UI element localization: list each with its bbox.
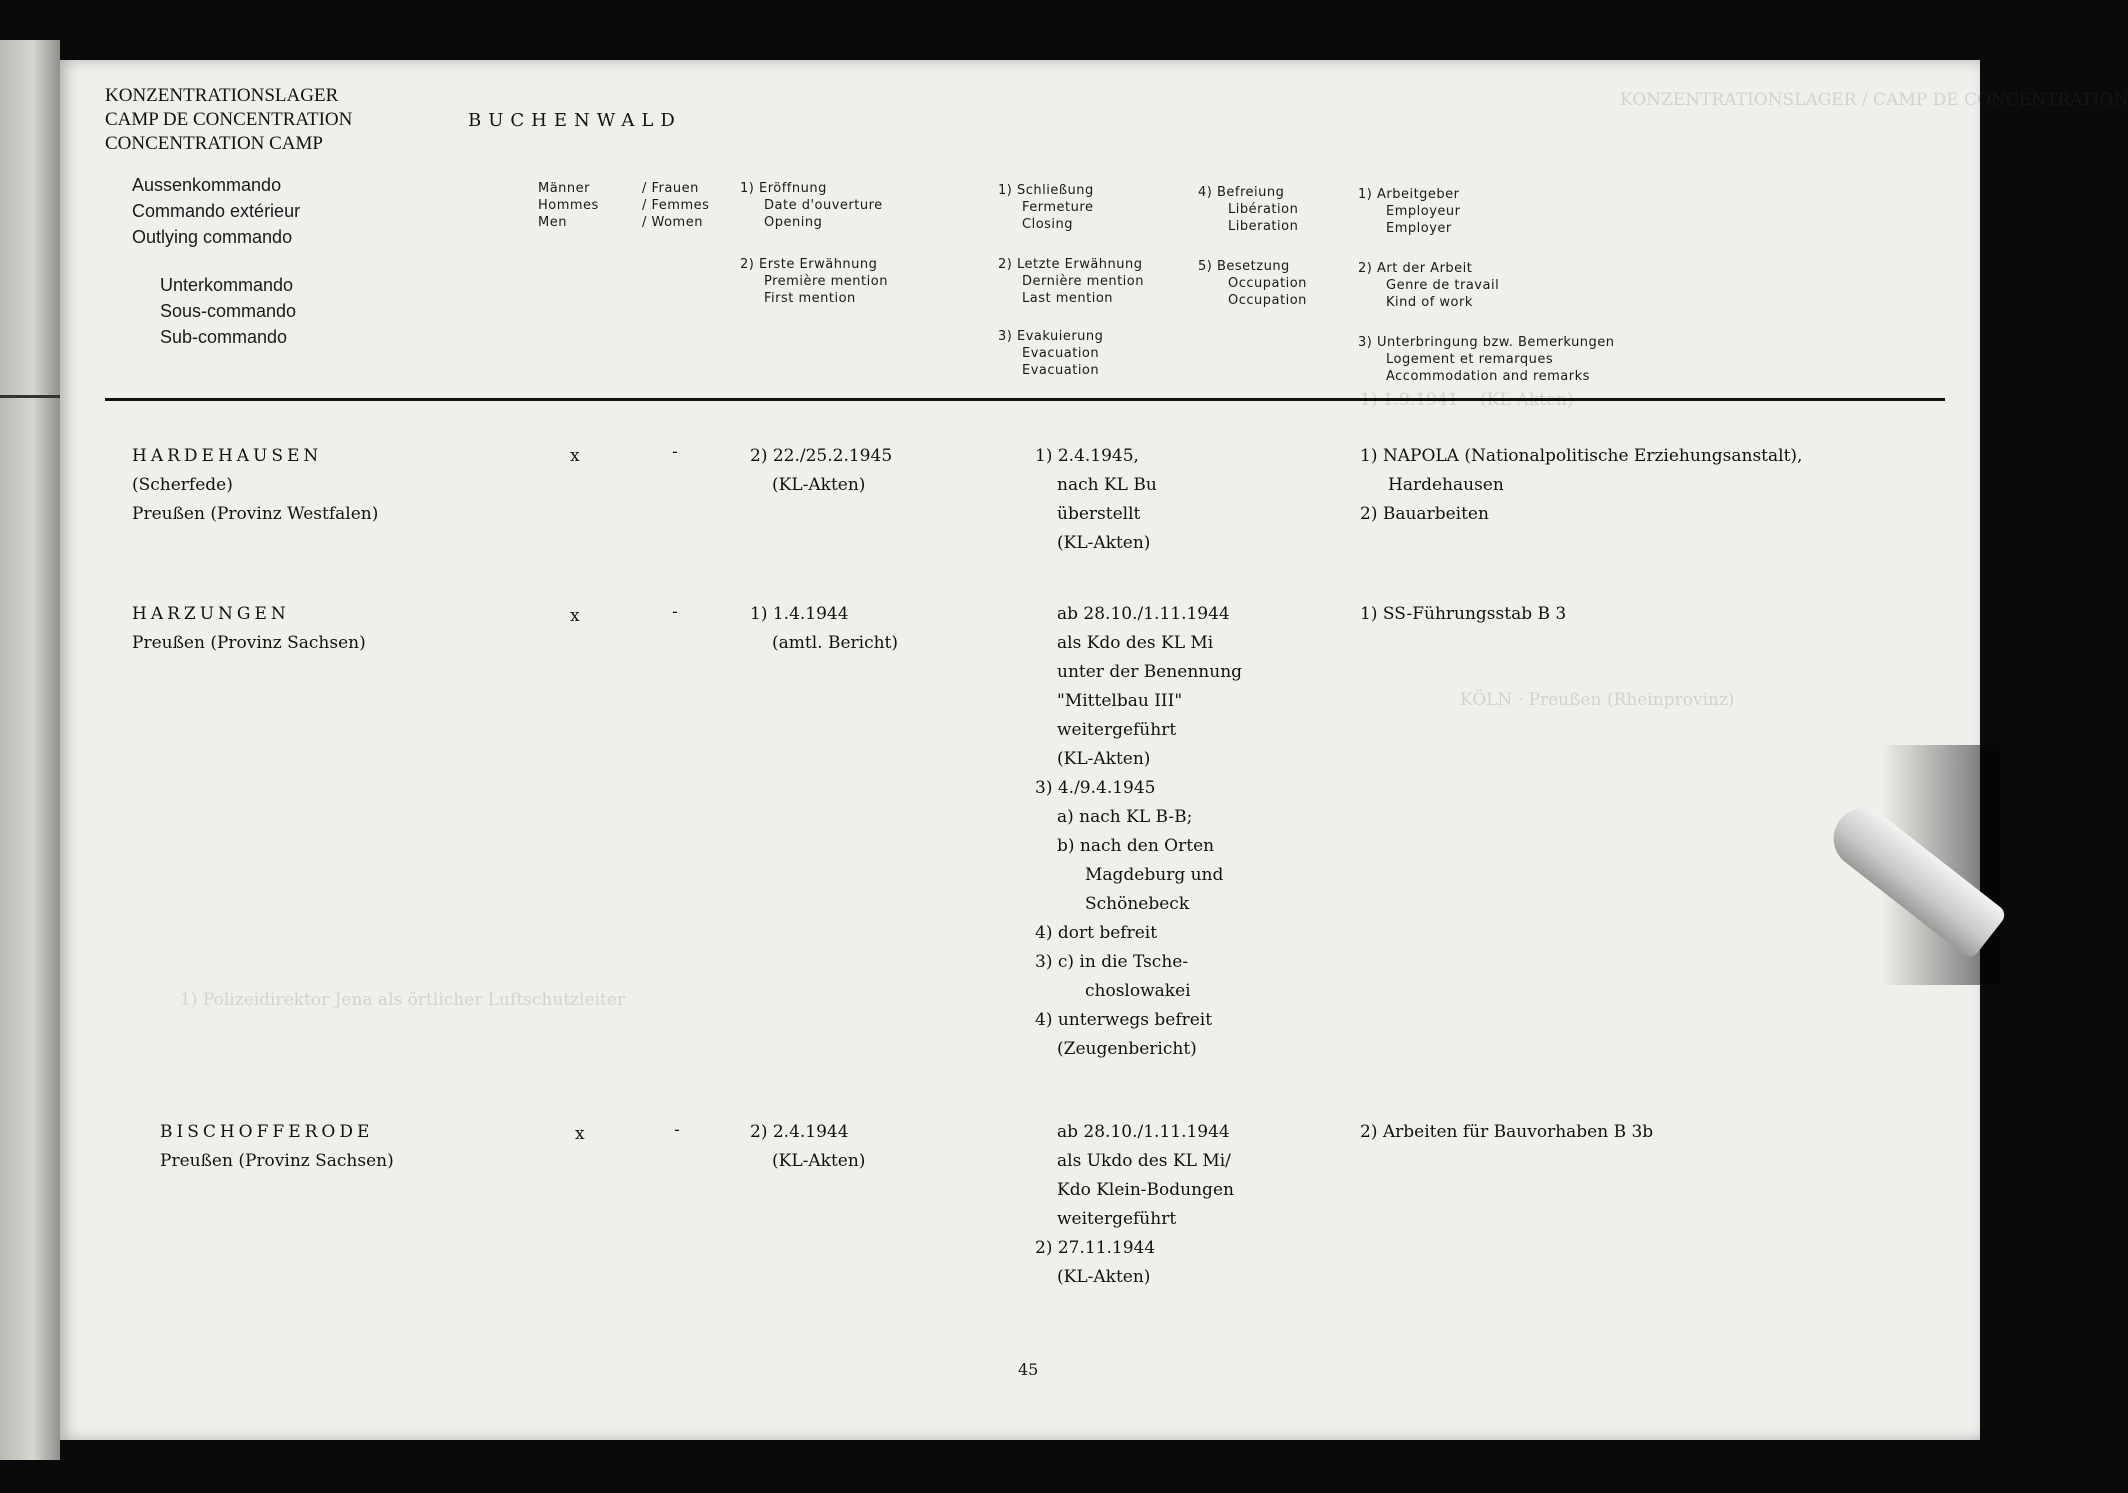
label-line: 2) Letzte Erwähnung <box>998 257 1143 272</box>
closing-line: unter der Benennung <box>1057 662 1243 682</box>
label-line: Outlying commando <box>132 227 293 247</box>
opening-line: (KL-Akten) <box>772 475 866 495</box>
closing-line: (Zeugenbericht) <box>1057 1039 1197 1059</box>
label-line: 3) Evakuierung <box>998 329 1104 344</box>
label-line: Dernière mention <box>1022 274 1144 289</box>
entry-harzungen-remarks <box>1360 600 1566 629</box>
women-mark: - <box>672 602 678 622</box>
location-line: Preußen (Provinz Sachsen) <box>160 1151 394 1171</box>
entry-harzungen-closing <box>1035 600 1242 1064</box>
header-kind-of-work <box>1358 260 1499 311</box>
label-line: Employeur <box>1386 204 1461 219</box>
entry-bischofferode-opening <box>750 1118 865 1176</box>
remark-line: 2) Bauarbeiten <box>1360 504 1489 524</box>
closing-line: (KL-Akten) <box>1057 1267 1151 1287</box>
label-line: Sous-commando <box>160 301 297 321</box>
header-closing <box>998 182 1094 233</box>
label-line: Fermeture <box>1022 200 1094 215</box>
label-line: Occupation <box>1228 276 1307 291</box>
heading-line-de: KONZENTRATIONSLAGER <box>105 85 339 106</box>
men-mark: x <box>570 606 580 626</box>
closing-line: als Kdo des KL Mi <box>1057 633 1214 653</box>
label-line: 1) Arbeitgeber <box>1358 187 1460 202</box>
entry-hardehausen-closing <box>1035 442 1157 558</box>
header-employer <box>1358 186 1460 237</box>
label-line: Sub-commando <box>160 327 288 347</box>
remark-line: 1) NAPOLA (Nationalpolitische Erziehungsanstalt), <box>1360 446 1803 466</box>
opening-line: (amtl. Bericht) <box>772 633 899 653</box>
bleed-through-text: KÖLN · Preußen (Rheinprovinz) <box>1460 690 1735 710</box>
gender-header-left <box>538 180 599 231</box>
header-last-mention <box>998 256 1144 307</box>
bleed-through-text: KONZENTRATIONSLAGER / CAMP DE CONCENTRATION <box>1620 90 2128 110</box>
closing-line: ab 28.10./1.11.1944 <box>1057 1122 1230 1142</box>
entry-hardehausen-opening <box>750 442 892 500</box>
closing-line: als Ukdo des KL Mi/ <box>1057 1151 1231 1171</box>
camp-type-heading <box>105 84 352 156</box>
gender-header-right <box>642 180 709 231</box>
label-line: 2) Art der Arbeit <box>1358 261 1473 276</box>
women-mark: - <box>674 1120 680 1140</box>
closing-line: weitergeführt <box>1057 720 1177 740</box>
label-line: Commando extérieur <box>132 201 301 221</box>
label-line: Employer <box>1386 221 1452 236</box>
label-line: Aussenkommando <box>132 175 282 195</box>
closing-line: Magdeburg und <box>1085 865 1224 885</box>
closing-line: "Mittelbau III" <box>1057 691 1183 711</box>
closing-line: überstellt <box>1057 504 1141 524</box>
header-evacuation <box>998 328 1103 379</box>
label-line: 1) Eröffnung <box>740 181 827 196</box>
closing-line: 1) 2.4.1945, <box>1035 446 1139 466</box>
label-line: First mention <box>764 291 856 306</box>
gutter-rule <box>0 395 60 398</box>
heading-line-fr: CAMP DE CONCENTRATION <box>105 109 353 130</box>
closing-line: 3) 4./9.4.1945 <box>1035 778 1156 798</box>
closing-line: 4) dort befreit <box>1035 923 1158 943</box>
heading-line-en: CONCENTRATION CAMP <box>105 133 323 154</box>
header-divider-rule <box>105 398 1945 401</box>
label-line: Closing <box>1022 217 1074 232</box>
commando-name: BISCHOFFERODE <box>160 1122 374 1142</box>
label-line: Libération <box>1228 202 1299 217</box>
entry-hardehausen-remarks <box>1360 442 1802 529</box>
opening-line: 2) 2.4.1944 <box>750 1122 849 1142</box>
document-page <box>60 60 2128 1440</box>
women-mark: - <box>672 442 678 462</box>
label-line: / Frauen <box>642 181 699 196</box>
closing-line: 3) c) in die Tsche- <box>1035 952 1189 972</box>
label-line: Accommodation and remarks <box>1386 369 1590 384</box>
header-occupation <box>1198 258 1307 309</box>
commando-name: HARZUNGEN <box>132 604 290 624</box>
entry-harzungen-location <box>132 600 366 658</box>
closing-line: (KL-Akten) <box>1057 749 1151 769</box>
page-number: 45 <box>1018 1360 1039 1379</box>
label-line: / Femmes <box>642 198 710 213</box>
men-mark: x <box>570 446 580 466</box>
entry-hardehausen-location <box>132 442 378 529</box>
entry-bischofferode-location <box>160 1118 394 1176</box>
bleed-through-text: 1) Polizeidirektor Jena als örtlicher Luftschutzleiter <box>180 990 626 1010</box>
commando-name: HARDEHAUSEN <box>132 446 323 466</box>
label-line: Hommes <box>538 198 599 213</box>
label-line: Last mention <box>1022 291 1114 306</box>
closing-line: 4) unterwegs befreit <box>1035 1010 1213 1030</box>
label-line: 1) Schließung <box>998 183 1094 198</box>
label-line: Opening <box>764 215 823 230</box>
closing-line: b) nach den Orten <box>1057 836 1215 856</box>
label-line: Evacuation <box>1022 346 1100 361</box>
label-line: 5) Besetzung <box>1198 259 1290 274</box>
closing-line: 2) 27.11.1944 <box>1035 1238 1156 1258</box>
closing-line: ab 28.10./1.11.1944 <box>1057 604 1230 624</box>
label-line: Logement et remarques <box>1386 352 1554 367</box>
label-line: Men <box>538 215 567 230</box>
location-line: Preußen (Provinz Westfalen) <box>132 504 379 524</box>
opening-line: 2) 22./25.2.1945 <box>750 446 893 466</box>
label-line: 2) Erste Erwähnung <box>740 257 878 272</box>
label-line: 3) Unterbringung bzw. Bemerkungen <box>1358 335 1615 350</box>
closing-line: a) nach KL B-B; <box>1057 807 1193 827</box>
location-line: (Scherfede) <box>132 475 233 495</box>
outlying-commando-label <box>132 172 300 250</box>
header-opening <box>740 180 883 231</box>
header-first-mention <box>740 256 888 307</box>
camp-name: BUCHENWALD <box>468 110 682 131</box>
label-line: / Women <box>642 215 703 230</box>
opening-line: (KL-Akten) <box>772 1151 866 1171</box>
label-line: Kind of work <box>1386 295 1473 310</box>
header-liberation <box>1198 184 1298 235</box>
closing-line: weitergeführt <box>1057 1209 1177 1229</box>
label-line: Première mention <box>764 274 888 289</box>
remark-line: Hardehausen <box>1388 475 1504 495</box>
label-line: Liberation <box>1228 219 1299 234</box>
remark-line: 1) SS-Führungsstab B 3 <box>1360 604 1567 624</box>
entry-bischofferode-remarks <box>1360 1118 1653 1147</box>
label-line: Genre de travail <box>1386 278 1500 293</box>
remark-line: 2) Arbeiten für Bauvorhaben B 3b <box>1360 1122 1654 1142</box>
header-accommodation <box>1358 334 1615 385</box>
location-line: Preußen (Provinz Sachsen) <box>132 633 366 653</box>
closing-line: (KL-Akten) <box>1057 533 1151 553</box>
label-line: Unterkommando <box>160 275 294 295</box>
opening-line: 1) 1.4.1944 <box>750 604 849 624</box>
closing-line: Schönebeck <box>1085 894 1190 914</box>
entry-bischofferode-closing <box>1035 1118 1234 1292</box>
sub-commando-label <box>160 272 296 350</box>
label-line: 4) Befreiung <box>1198 185 1285 200</box>
label-line: Occupation <box>1228 293 1307 308</box>
closing-line: choslowakei <box>1085 981 1191 1001</box>
label-line: Evacuation <box>1022 363 1100 378</box>
label-line: Date d'ouverture <box>764 198 883 213</box>
men-mark: x <box>575 1124 585 1144</box>
label-line: Männer <box>538 181 591 196</box>
closing-line: Kdo Klein-Bodungen <box>1057 1180 1234 1200</box>
closing-line: nach KL Bu <box>1057 475 1157 495</box>
entry-harzungen-opening <box>750 600 898 658</box>
adjacent-page-edge <box>0 40 60 1460</box>
